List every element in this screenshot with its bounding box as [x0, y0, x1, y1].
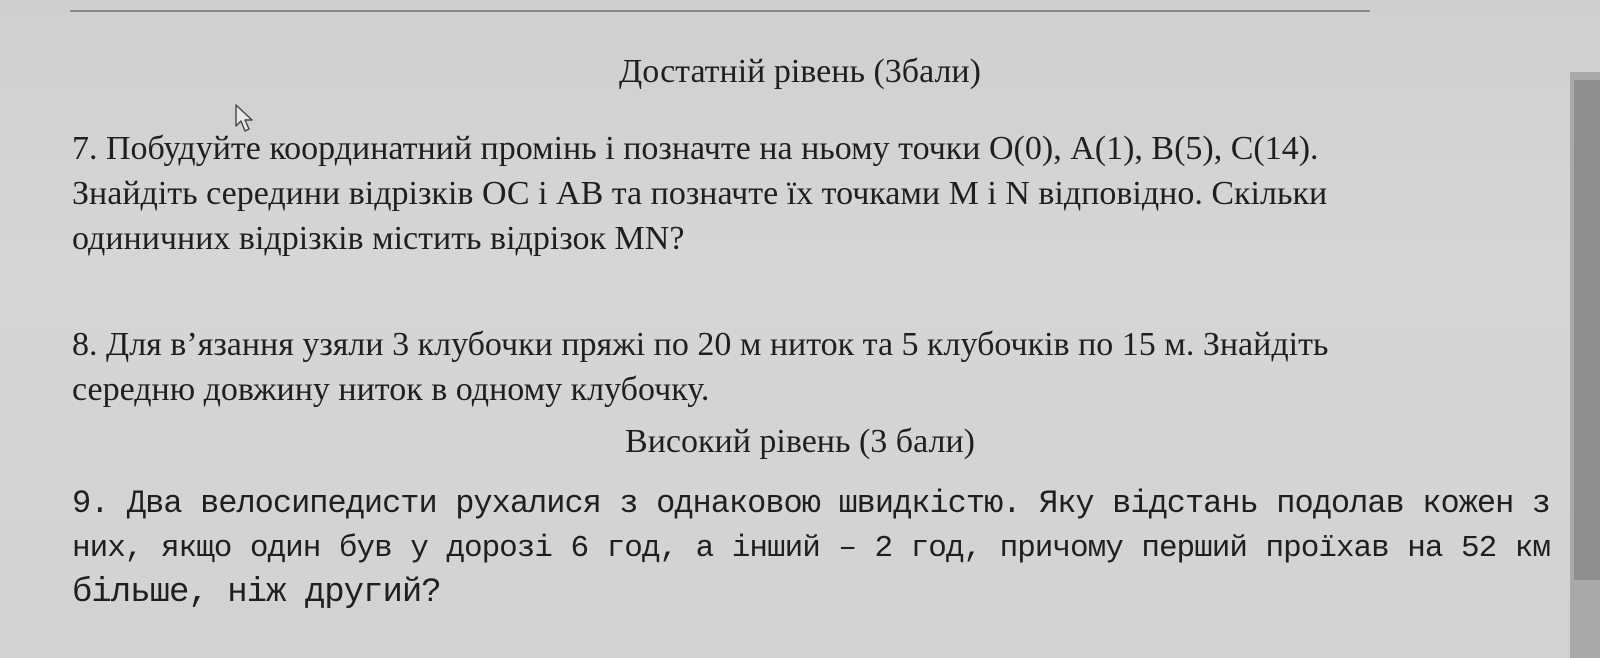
top-divider	[70, 0, 1370, 12]
section-heading-high: Високий рівень (3 бали)	[625, 423, 975, 460]
mouse-pointer-icon	[234, 104, 260, 134]
task-7-line-2: Знайдіть середини відрізків ОС і АВ та позначте їх точками М і N відповідно. Скільки	[72, 175, 1328, 212]
task-8	[72, 322, 1537, 412]
task-8-line-2: середню довжину ниток в одному клубочку.	[72, 371, 710, 408]
scrollbar-thumb[interactable]	[1574, 80, 1600, 580]
task-9-line-3: більше, ніж другий?	[72, 574, 441, 612]
section-heading-sufficient: Достатній рівень (3бали)	[619, 53, 981, 90]
task-7	[72, 126, 1537, 261]
task-8-line-1: 8. Для в’язання узяли 3 клубочки пряжі по 20 м ниток та 5 клубочків по 15 м. Знайдіть	[72, 326, 1329, 363]
task-9	[72, 481, 1550, 616]
task-9-line-2: них, якщо один був у дорозі 6 год, а інший – 2 год, причому перший проїхав на 52 км	[72, 531, 1550, 566]
task-9-line-1: 9. Два велосипедисти рухалися з однаковою швидкістю. Яку відстань подолав кожен з	[72, 485, 1550, 522]
task-7-line-1: 7. Побудуйте координатний промінь і позначте на ньому точки О(0), А(1), В(5), С(14).	[72, 130, 1319, 167]
task-7-line-3: одиничних відрізків містить відрізок MN?	[72, 220, 685, 257]
